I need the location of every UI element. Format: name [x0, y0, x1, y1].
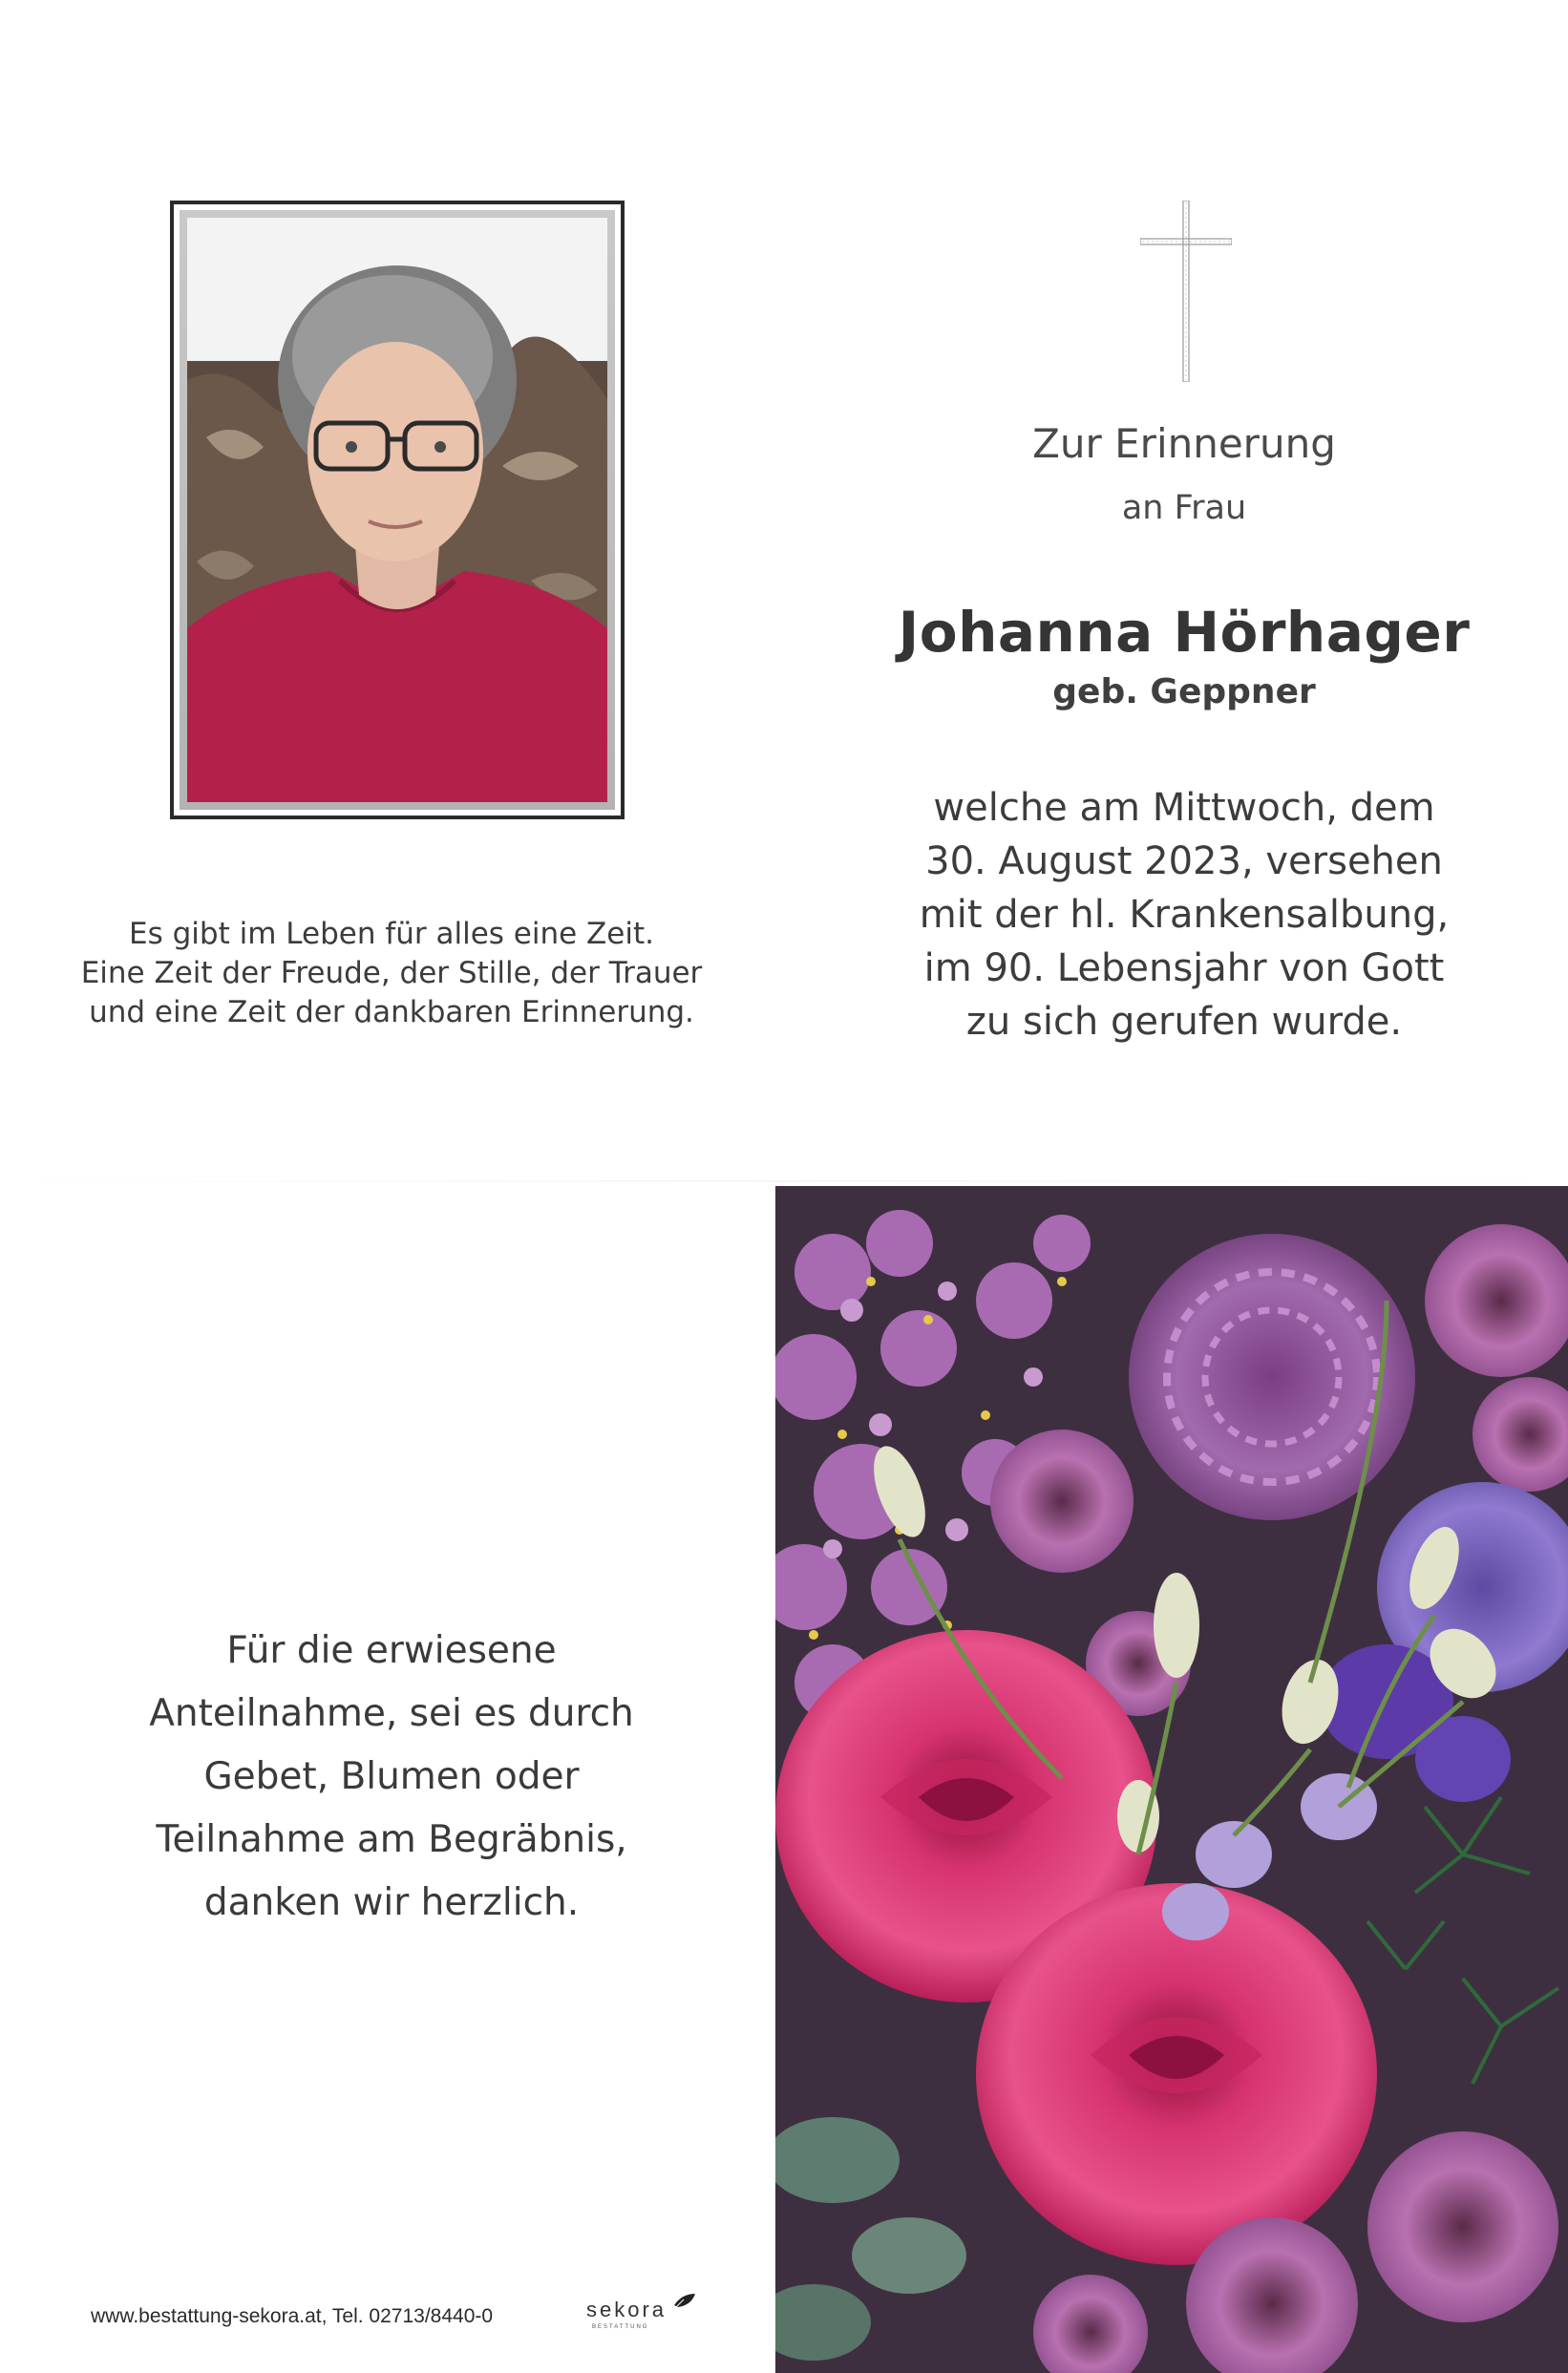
quote-line: Es gibt im Leben für alles eine Zeit. [129, 917, 654, 951]
thanks-line: Anteilnahme, sei es durch [149, 1692, 634, 1735]
death-line: im 90. Lebensjahr von Gott [923, 946, 1445, 990]
thanks-text [95, 1620, 688, 1935]
memorial-salutation: an Frau [1121, 489, 1247, 527]
thanks-line: Teilnahme am Begräbnis, [156, 1818, 627, 1861]
portrait-frame [170, 201, 625, 819]
thanks-line: danken wir herzlich. [203, 1881, 580, 1924]
memorial-quote [57, 915, 726, 1032]
thanks-line: Gebet, Blumen oder [203, 1755, 580, 1798]
maiden-name: geb. Geppner [1052, 672, 1316, 711]
death-line: 30. August 2023, versehen [925, 839, 1443, 883]
cross-icon [1140, 201, 1232, 382]
logo-sub: BESTATTUNG [592, 2324, 649, 2330]
leaf-icon [672, 2292, 697, 2311]
deceased-name: Johanna Hörhager [898, 600, 1471, 665]
flower-bouquet-image [775, 1186, 1568, 2373]
quote-line: und eine Zeit der dankbaren Erinnerung. [89, 995, 694, 1029]
portrait-photo [187, 218, 607, 802]
logo-word: sekora [586, 2298, 667, 2321]
memorial-title: Zur Erinnerung [1032, 420, 1336, 467]
death-line: zu sich gerufen wurde. [965, 1000, 1403, 1044]
death-notice [898, 781, 1471, 1049]
quote-line: Eine Zeit der Freude, der Stille, der Trauer [80, 956, 703, 990]
thanks-line: Für die erwiesene [226, 1629, 557, 1672]
death-line: welche am Mittwoch, dem [933, 786, 1435, 830]
fold-line [0, 1180, 1568, 1182]
footer-contact: www.bestattung-sekora.at, Tel. 02713/8440-0 [91, 2305, 494, 2327]
sekora-logo [586, 2292, 701, 2340]
death-line: mit der hl. Krankensalbung, [919, 893, 1450, 937]
